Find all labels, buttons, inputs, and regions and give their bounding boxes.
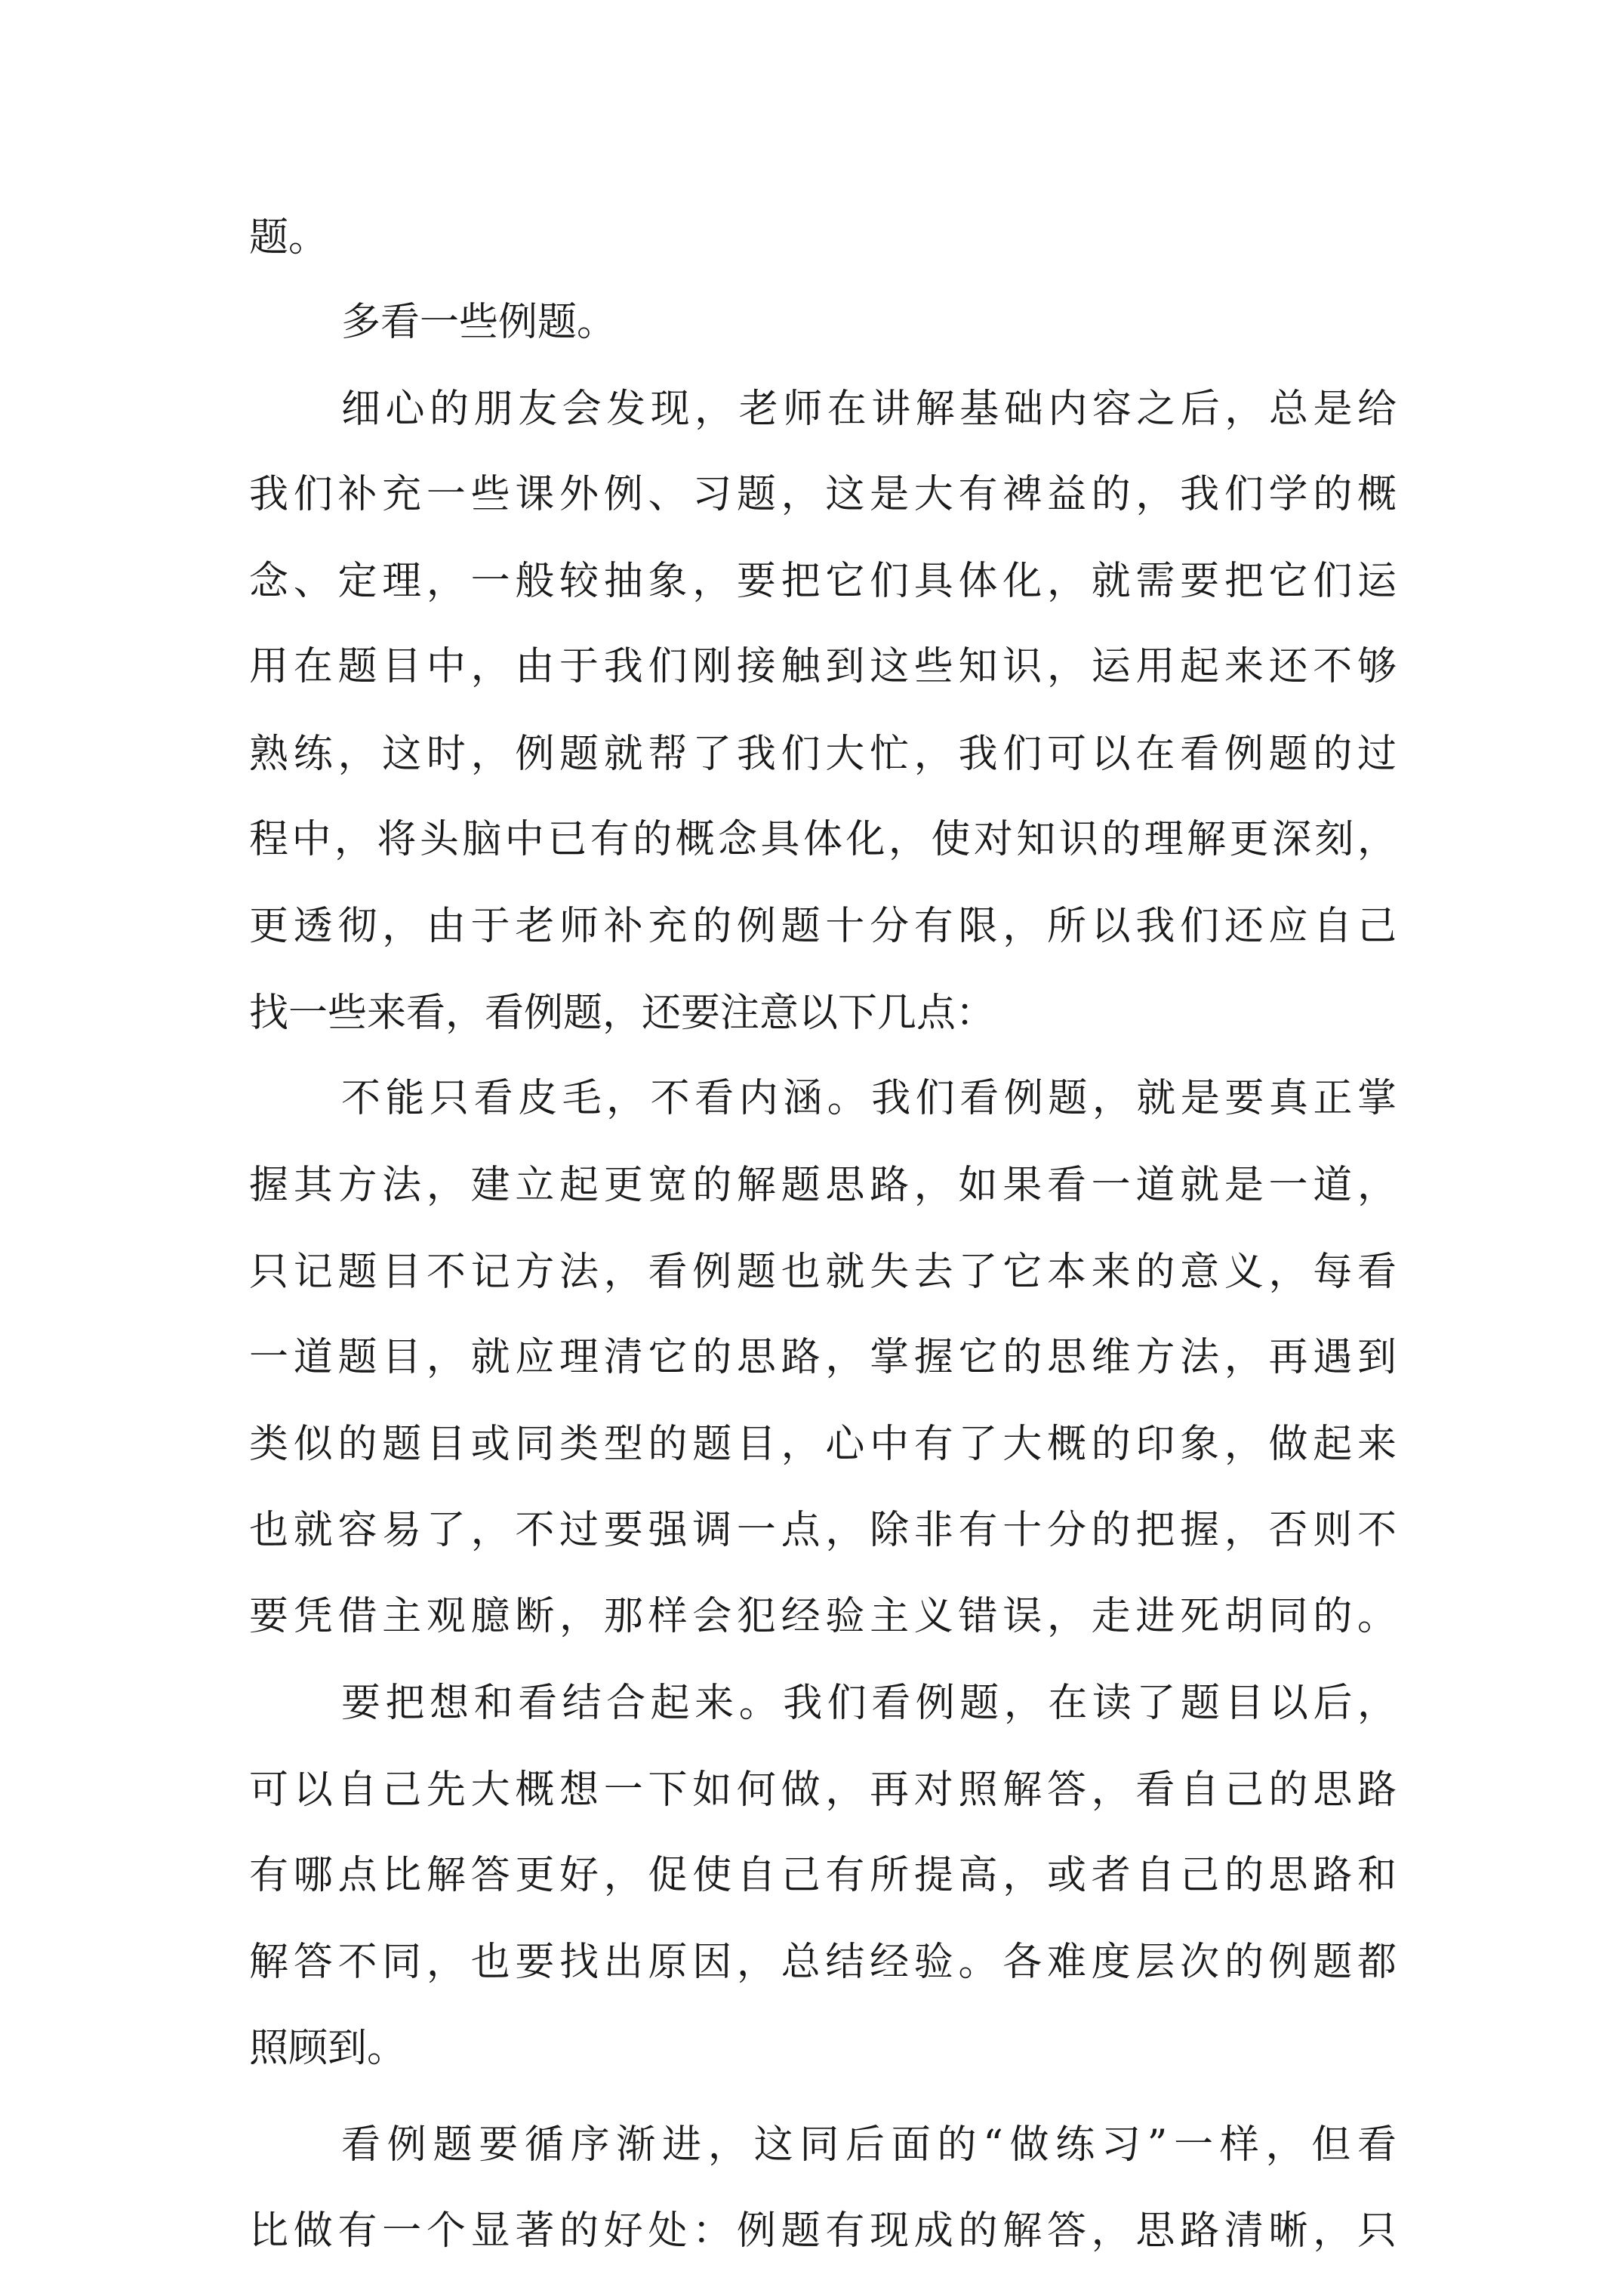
text-line: 更透彻，由于老师补充的例题十分有限，所以我们还应自己 (249, 904, 1397, 949)
text-line: 看例题要循序渐进，这同后面的“做练习”一样，但看 (341, 2122, 1397, 2168)
text-line: 用在题目中，由于我们刚接触到这些知识，运用起来还不够 (249, 644, 1397, 689)
text-line: 比做有一个显著的好处：例题有现成的解答，思路清晰，只 (249, 2208, 1397, 2254)
text-line: 念、定理，一般较抽象，要把它们具体化，就需要把它们运 (249, 559, 1397, 604)
text-line: 题。 (249, 215, 328, 260)
text-line: 照顾到。 (249, 2026, 407, 2071)
text-line: 找一些来看，看例题，还要注意以下几点： (249, 991, 996, 1036)
text-line: 熟练，这时，例题就帮了我们大忙，我们可以在看例题的过 (249, 732, 1397, 777)
text-line: 有哪点比解答更好，促使自己有所提高，或者自己的思路和 (249, 1853, 1397, 1898)
text-line: 可以自己先大概想一下如何做，再对照解答，看自己的思路 (249, 1767, 1397, 1813)
text-line: 握其方法，建立起更宽的解题思路，如果看一道就是一道， (249, 1163, 1397, 1208)
text-line: 要把想和看结合起来。我们看例题，在读了题目以后， (341, 1681, 1397, 1726)
text-line: 程中，将头脑中已有的概念具体化，使对知识的理解更深刻， (249, 817, 1397, 862)
text-line: 细心的朋友会发现，老师在讲解基础内容之后，总是给 (341, 387, 1397, 432)
text-line: 只记题目不记方法，看例题也就失去了它本来的意义，每看 (249, 1250, 1397, 1295)
text-line: 一道题目，就应理清它的思路，掌握它的思维方法，再遇到 (249, 1335, 1397, 1380)
text-line: 也就容易了，不过要强调一点，除非有十分的把握，否则不 (249, 1508, 1397, 1553)
text-line: 要凭借主观臆断，那样会犯经验主义错误，走进死胡同的。 (249, 1594, 1397, 1639)
text-line: 解答不同，也要找出原因，总结经验。各难度层次的例题都 (249, 1940, 1397, 1985)
text-line: 类似的题目或同类型的题目，心中有了大概的印象，做起来 (249, 1422, 1397, 1467)
text-line: 不能只看皮毛，不看内涵。我们看例题，就是要真正掌 (341, 1076, 1397, 1121)
text-line: 多看一些例题。 (341, 300, 617, 345)
text-line: 我们补充一些课外例、习题，这是大有裨益的，我们学的概 (249, 472, 1397, 517)
